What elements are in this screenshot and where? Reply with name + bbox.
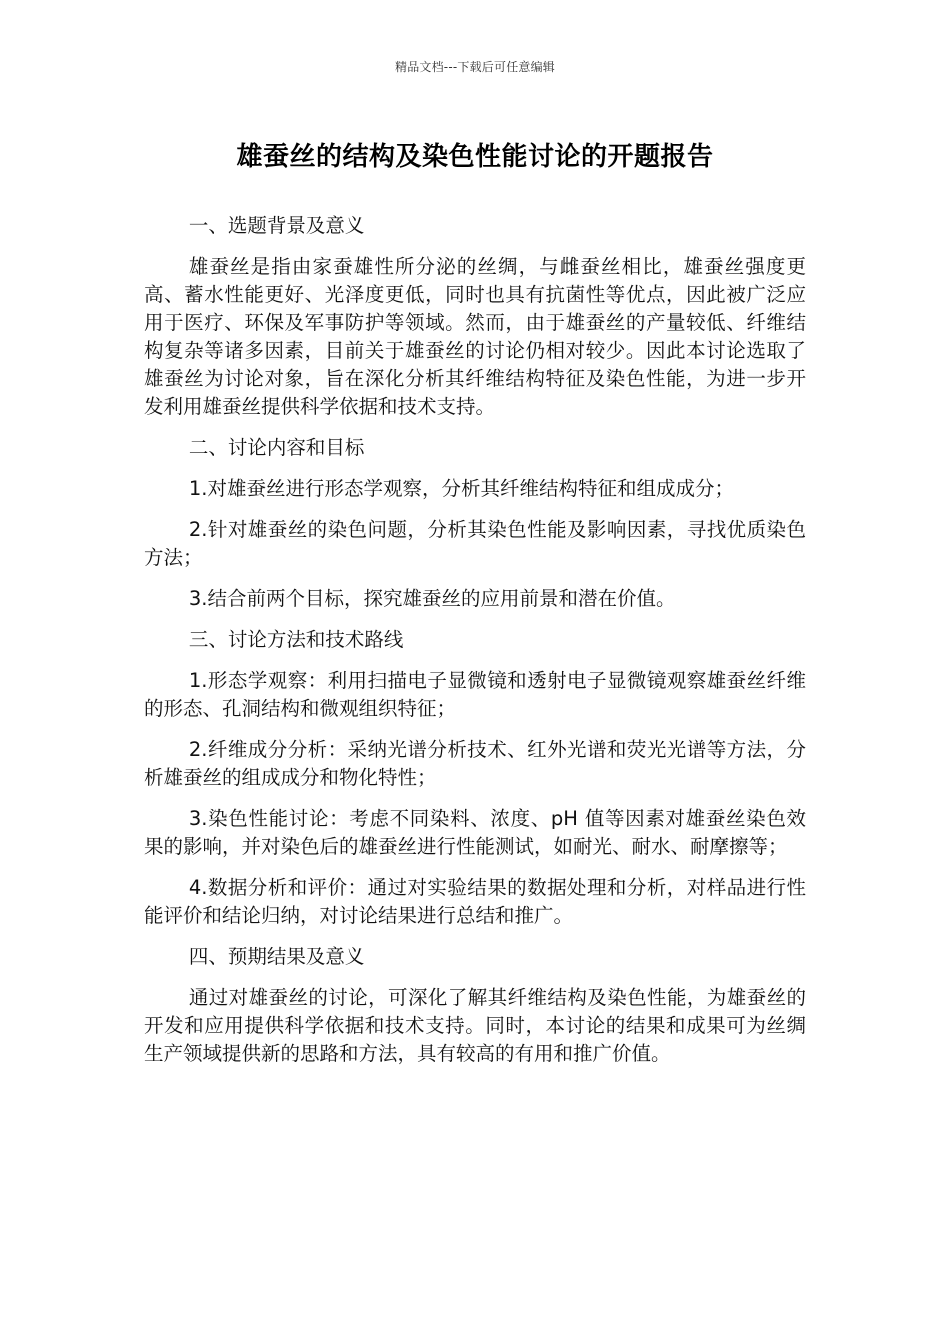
section-heading-background: 一、选题背景及意义: [188, 214, 365, 237]
section-heading-methods: 三、讨论方法和技术路线: [188, 628, 404, 651]
section-heading-content-goals: 二、讨论内容和目标: [188, 436, 365, 459]
section-heading-expected-results: 四、预期结果及意义: [188, 945, 365, 968]
method-item-4: 4.数据分析和评价：通过对实验结果的数据处理和分析，对样品进行性能评价和结论归纳，对讨论结果进行总结和推广。: [144, 876, 806, 927]
goal-item-2: 2.针对雄蚕丝的染色问题，分析其染色性能及影响因素，寻找优质染色方法；: [144, 518, 806, 569]
method-item-3: 3.染色性能讨论：考虑不同染料、浓度、pH 值等因素对雄蚕丝染色效果的影响，并对染色后的雄蚕丝进行性能测试，如耐光、耐水、耐摩擦等；: [144, 807, 806, 858]
document-title: 雄蚕丝的结构及染色性能讨论的开题报告: [236, 142, 714, 172]
header-note: 精品文档---下载后可任意编辑: [395, 60, 555, 74]
method-item-2: 2.纤维成分分析：采纳光谱分析技术、红外光谱和荧光光谱等方法，分析雄蚕丝的组成成分和物化特性；: [144, 738, 806, 789]
paragraph-background: 雄蚕丝是指由家蚕雄性所分泌的丝绸，与雌蚕丝相比，雄蚕丝强度更高、蓄水性能更好、光泽度更低，同时也具有抗菌性等优点，因此被广泛应用于医疗、环保及军事防护等领域。然而，由于雄蚕丝的产量较低、纤维结构复杂等诸多因素，目前关于雄蚕丝的讨论仍相对较少。因此本讨论选取了雄蚕丝为讨论对象，旨在深化分析其纤维结构特征及染色性能，为进一步开发利用雄蚕丝提供科学依据和技术支持。: [144, 255, 806, 418]
document-body: [144, 212, 806, 1081]
goal-item-3: 3.结合前两个目标，探究雄蚕丝的应用前景和潜在价值。: [188, 587, 676, 610]
paragraph-expected-results: 通过对雄蚕丝的讨论，可深化了解其纤维结构及染色性能，为雄蚕丝的开发和应用提供科学依据和技术支持。同时，本讨论的结果和成果可为丝绸生产领域提供新的思路和方法，具有较高的有用和推广价值。: [144, 986, 806, 1065]
method-item-1: 1.形态学观察：利用扫描电子显微镜和透射电子显微镜观察雄蚕丝纤维的形态、孔洞结构和微观组织特征；: [144, 669, 806, 720]
goal-item-1: 1.对雄蚕丝进行形态学观察，分析其纤维结构特征和组成成分；: [188, 477, 734, 500]
